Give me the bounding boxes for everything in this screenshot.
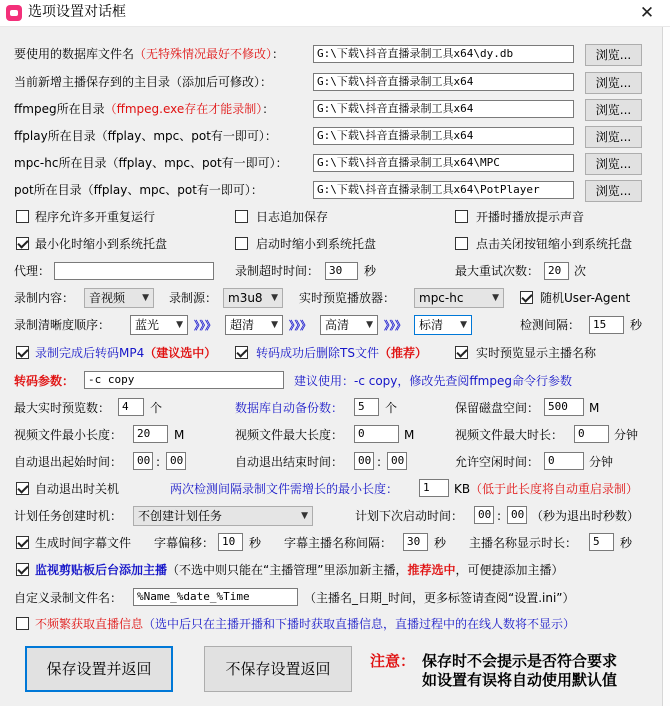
ffmpeg-dir-input[interactable]: G:\下载\抖音直播录制工具x64 bbox=[313, 100, 574, 118]
chevron-down-icon: ▼ bbox=[271, 293, 278, 303]
db-backups-label: 数据库自动备份数： bbox=[235, 401, 344, 415]
record-content-value: 音视频 bbox=[89, 291, 126, 305]
random-ua-label: 随机User-Agent bbox=[540, 291, 631, 305]
schedule-task-label: 计划任务创建时机： bbox=[14, 509, 123, 523]
ffmpeg-dir-label: ffmpeg所在目录（ffmpeg.exe存在才能录制）： bbox=[14, 102, 275, 116]
quality-order-label: 录制清晰度顺序： bbox=[14, 318, 111, 332]
gen-subtitle-checkbox[interactable] bbox=[16, 536, 29, 549]
notice-line2: 如设置有误将自动使用默认值 bbox=[422, 671, 618, 689]
start-tray-checkbox[interactable] bbox=[235, 237, 248, 250]
record-timeout-label: 录制超时时间： bbox=[235, 264, 320, 278]
max-length-unit: M bbox=[404, 428, 415, 442]
chevron-down-icon: ▼ bbox=[142, 293, 149, 303]
min-length-label: 视频文件最小长度： bbox=[14, 428, 123, 442]
ffplay-dir-input[interactable]: G:\下载\抖音直播录制工具x64 bbox=[313, 127, 574, 145]
no-frequent-checkbox[interactable] bbox=[16, 617, 29, 630]
min-growth-input[interactable]: 1 bbox=[419, 479, 449, 497]
quality-select-4[interactable] bbox=[414, 315, 472, 335]
anchor-show-time-label: 主播名称显示时长： bbox=[469, 536, 578, 550]
max-length-label: 视频文件最大长度： bbox=[235, 428, 344, 442]
save-dir-input[interactable]: G:\下载\抖音直播录制工具x64 bbox=[313, 73, 574, 91]
chevron-down-icon: ▼ bbox=[301, 511, 308, 521]
subtitle-offset-label: 字幕偏移： bbox=[154, 536, 215, 550]
transcode-params-input[interactable]: -c copy bbox=[84, 371, 284, 389]
ffplay-dir-label: ffplay所在目录（ffplay、mpc、pot有一即可）： bbox=[14, 129, 277, 143]
close-tray-label: 点击关闭按钮缩小到系统托盘 bbox=[476, 237, 633, 251]
quality-value-3: 高清 bbox=[325, 318, 350, 332]
arrow-separator-2: 》》》 bbox=[289, 319, 311, 332]
max-length-input[interactable]: 0 bbox=[354, 425, 399, 443]
show-anchor-checkbox[interactable] bbox=[455, 346, 468, 359]
random-ua-checkbox[interactable] bbox=[520, 291, 533, 304]
notice-line1: 保存时不会提示是否符合要求 bbox=[422, 652, 618, 670]
preview-player-select[interactable] bbox=[414, 288, 504, 308]
show-anchor-label: 实时预览显示主播名称 bbox=[476, 346, 597, 360]
record-source-select[interactable] bbox=[223, 288, 283, 308]
chevron-down-icon: ▼ bbox=[271, 320, 278, 330]
auto-exit-start-hour[interactable]: 00 bbox=[133, 452, 153, 470]
mpc-dir-input[interactable]: G:\下载\抖音直播录制工具x64\MPC bbox=[313, 154, 574, 172]
min-growth-label: 两次检测间隔录制文件需增长的最小长度： bbox=[170, 482, 399, 496]
check-interval-unit: 秒 bbox=[630, 318, 643, 332]
save-dir-browse-button[interactable]: 浏览... bbox=[585, 72, 642, 94]
background-window-edge bbox=[662, 27, 670, 706]
next-start-minute[interactable]: 00 bbox=[507, 506, 527, 524]
preview-player-label: 实时预览播放器： bbox=[299, 291, 396, 305]
record-content-label: 录制内容： bbox=[14, 291, 75, 305]
db-path-label: 要使用的数据库文件名（无特殊情况最好不修改）： bbox=[14, 47, 285, 61]
filename-pattern-hint: （主播名_日期_时间，更多标签请查阅“设置.ini”） bbox=[304, 591, 575, 605]
db-path-input[interactable]: G:\下载\抖音直播录制工具x64\dy.db bbox=[313, 45, 574, 63]
quality-select-2[interactable] bbox=[225, 315, 283, 335]
app-icon bbox=[6, 5, 22, 21]
transcode-params-label: 转码参数： bbox=[14, 374, 75, 388]
time-colon: : bbox=[156, 455, 161, 469]
close-tray-checkbox[interactable] bbox=[455, 237, 468, 250]
chevron-down-icon: ▼ bbox=[460, 320, 467, 330]
anchor-show-time-unit: 秒 bbox=[620, 536, 633, 550]
subtitle-name-interval-label: 字幕主播名称间隔： bbox=[284, 536, 393, 550]
ffmpeg-browse-button[interactable]: 浏览... bbox=[585, 99, 642, 121]
chevron-down-icon: ▼ bbox=[176, 320, 183, 330]
max-duration-input[interactable]: 0 bbox=[574, 425, 609, 443]
min-growth-note: （低于此长度将自动重启录制） bbox=[470, 482, 639, 496]
ffplay-browse-button[interactable]: 浏览... bbox=[585, 126, 642, 148]
mpc-dir-label: mpc-hc所在目录（ffplay、mpc、pot有一即可）： bbox=[14, 156, 288, 170]
db-browse-button[interactable]: 浏览... bbox=[585, 44, 642, 66]
log-append-label: 日志追加保存 bbox=[256, 210, 329, 224]
quality-select-3[interactable] bbox=[320, 315, 378, 335]
proxy-label: 代理： bbox=[14, 264, 51, 278]
allow-multi-checkbox[interactable] bbox=[16, 210, 29, 223]
allow-idle-label: 允许空闲时间： bbox=[455, 455, 540, 469]
pot-browse-button[interactable]: 浏览... bbox=[585, 180, 642, 202]
clipboard-watch-label: 监视剪贴板后台添加主播（不选中则只能在“主播管理”里添加新主播，推荐选中，可便捷添加主播） bbox=[35, 563, 564, 577]
preview-player-value: mpc-hc bbox=[419, 291, 464, 305]
close-icon[interactable]: ✕ bbox=[639, 3, 655, 23]
reserve-disk-input[interactable]: 500 bbox=[544, 398, 584, 416]
gen-subtitle-label: 生成时间字幕文件 bbox=[35, 536, 132, 550]
notice-title: 注意： bbox=[370, 652, 416, 670]
max-previews-unit: 个 bbox=[150, 401, 163, 415]
minimize-tray-label: 最小化时缩小到系统托盘 bbox=[35, 237, 168, 251]
title-bar bbox=[0, 0, 670, 27]
record-source-label: 录制源： bbox=[169, 291, 218, 305]
live-sound-checkbox[interactable] bbox=[455, 210, 468, 223]
filename-pattern-input[interactable]: %Name_%date_%Time bbox=[133, 588, 298, 606]
allow-idle-input[interactable]: 0 bbox=[544, 452, 584, 470]
log-append-checkbox[interactable] bbox=[235, 210, 248, 223]
delete-ts-label: 转码成功后删除TS文件（推荐） bbox=[256, 346, 427, 360]
quality-select-1[interactable] bbox=[130, 315, 188, 335]
auto-exit-end-label: 自动退出结束时间： bbox=[235, 455, 344, 469]
record-content-select[interactable] bbox=[84, 288, 154, 308]
auto-exit-end-minute[interactable]: 00 bbox=[387, 452, 407, 470]
quality-value-2: 超清 bbox=[230, 318, 255, 332]
quality-value-1: 蓝光 bbox=[135, 318, 160, 332]
live-sound-label: 开播时播放提示声音 bbox=[476, 210, 585, 224]
start-tray-label: 启动时缩小到系统托盘 bbox=[256, 237, 377, 251]
max-previews-input[interactable]: 4 bbox=[118, 398, 144, 416]
subtitle-offset-unit: 秒 bbox=[249, 536, 262, 550]
schedule-task-value: 不创建计划任务 bbox=[138, 509, 223, 523]
next-start-hour[interactable]: 00 bbox=[474, 506, 494, 524]
max-retry-input[interactable]: 20 bbox=[544, 262, 569, 280]
next-start-note: （秒为退出时秒数） bbox=[531, 509, 640, 523]
max-duration-label: 视频文件最大时长： bbox=[455, 428, 564, 442]
max-retry-unit: 次 bbox=[574, 264, 587, 278]
quality-value-4: 标清 bbox=[419, 318, 444, 332]
auto-exit-end-hour[interactable]: 00 bbox=[354, 452, 374, 470]
arrow-separator-3: 》》》 bbox=[384, 319, 406, 332]
check-interval-input[interactable]: 15 bbox=[589, 316, 624, 334]
transcode-mp4-label: 录制完成后转码MP4（建议选中） bbox=[35, 346, 217, 360]
transcode-advice: 建议使用：-c copy，修改先查阅ffmpeg命令行参数 bbox=[294, 374, 572, 388]
auto-shutdown-label: 自动退出时关机 bbox=[35, 482, 120, 496]
auto-exit-start-minute[interactable]: 00 bbox=[166, 452, 186, 470]
time-colon: : bbox=[497, 509, 502, 523]
subtitle-name-interval-input[interactable]: 30 bbox=[403, 533, 428, 551]
clipboard-watch-checkbox[interactable] bbox=[16, 563, 29, 576]
db-backups-unit: 个 bbox=[385, 401, 398, 415]
mpc-browse-button[interactable]: 浏览... bbox=[585, 153, 642, 175]
auto-shutdown-checkbox[interactable] bbox=[16, 482, 29, 495]
db-backups-input[interactable]: 5 bbox=[354, 398, 379, 416]
pot-dir-label: pot所在目录（ffplay、mpc、pot有一即可）： bbox=[14, 183, 263, 197]
minimize-tray-checkbox[interactable] bbox=[16, 237, 29, 250]
min-length-unit: M bbox=[174, 428, 185, 442]
max-previews-label: 最大实时预览数： bbox=[14, 401, 111, 415]
proxy-input[interactable] bbox=[54, 262, 214, 280]
transcode-mp4-checkbox[interactable] bbox=[16, 346, 29, 359]
auto-exit-start-label: 自动退出起始时间： bbox=[14, 455, 123, 469]
nosave-button[interactable]: 不保存设置返回 bbox=[204, 646, 352, 692]
allow-idle-unit: 分钟 bbox=[589, 455, 614, 469]
anchor-show-time-input[interactable]: 5 bbox=[589, 533, 614, 551]
allow-multi-label: 程序允许多开重复运行 bbox=[35, 210, 156, 224]
reserve-disk-label: 保留磁盘空间： bbox=[455, 401, 540, 415]
check-interval-label: 检测间隔： bbox=[520, 318, 581, 332]
window-title: 选项设置对话框 bbox=[28, 4, 126, 20]
max-retry-label: 最大重试次数： bbox=[455, 264, 540, 278]
min-growth-unit: KB bbox=[454, 482, 471, 496]
next-start-label: 计划下次启动时间： bbox=[355, 509, 464, 523]
filename-pattern-label: 自定义录制文件名： bbox=[14, 591, 123, 605]
no-frequent-label: 不频繁获取直播信息（选中后只在主播开播和下播时获取直播信息，直播过程中的在线人数将不显示） bbox=[35, 617, 576, 631]
subtitle-name-interval-unit: 秒 bbox=[434, 536, 447, 550]
schedule-task-select[interactable] bbox=[133, 506, 313, 526]
time-colon: : bbox=[377, 455, 382, 469]
min-length-input[interactable]: 20 bbox=[133, 425, 168, 443]
record-timeout-input[interactable]: 30 bbox=[325, 262, 358, 280]
chevron-down-icon: ▼ bbox=[492, 293, 499, 303]
subtitle-offset-input[interactable]: 10 bbox=[218, 533, 243, 551]
save-button[interactable]: 保存设置并返回 bbox=[25, 646, 173, 692]
record-timeout-unit: 秒 bbox=[364, 264, 377, 278]
save-dir-label: 当前新增主播保存到的主目录（添加后可修改）： bbox=[14, 75, 273, 89]
pot-dir-input[interactable]: G:\下载\抖音直播录制工具x64\PotPlayer bbox=[313, 181, 574, 199]
delete-ts-checkbox[interactable] bbox=[235, 346, 248, 359]
max-duration-unit: 分钟 bbox=[614, 428, 639, 442]
reserve-disk-unit: M bbox=[589, 401, 600, 415]
record-source-value: m3u8 bbox=[228, 291, 263, 305]
arrow-separator-1: 》》》 bbox=[194, 319, 216, 332]
chevron-down-icon: ▼ bbox=[366, 320, 373, 330]
